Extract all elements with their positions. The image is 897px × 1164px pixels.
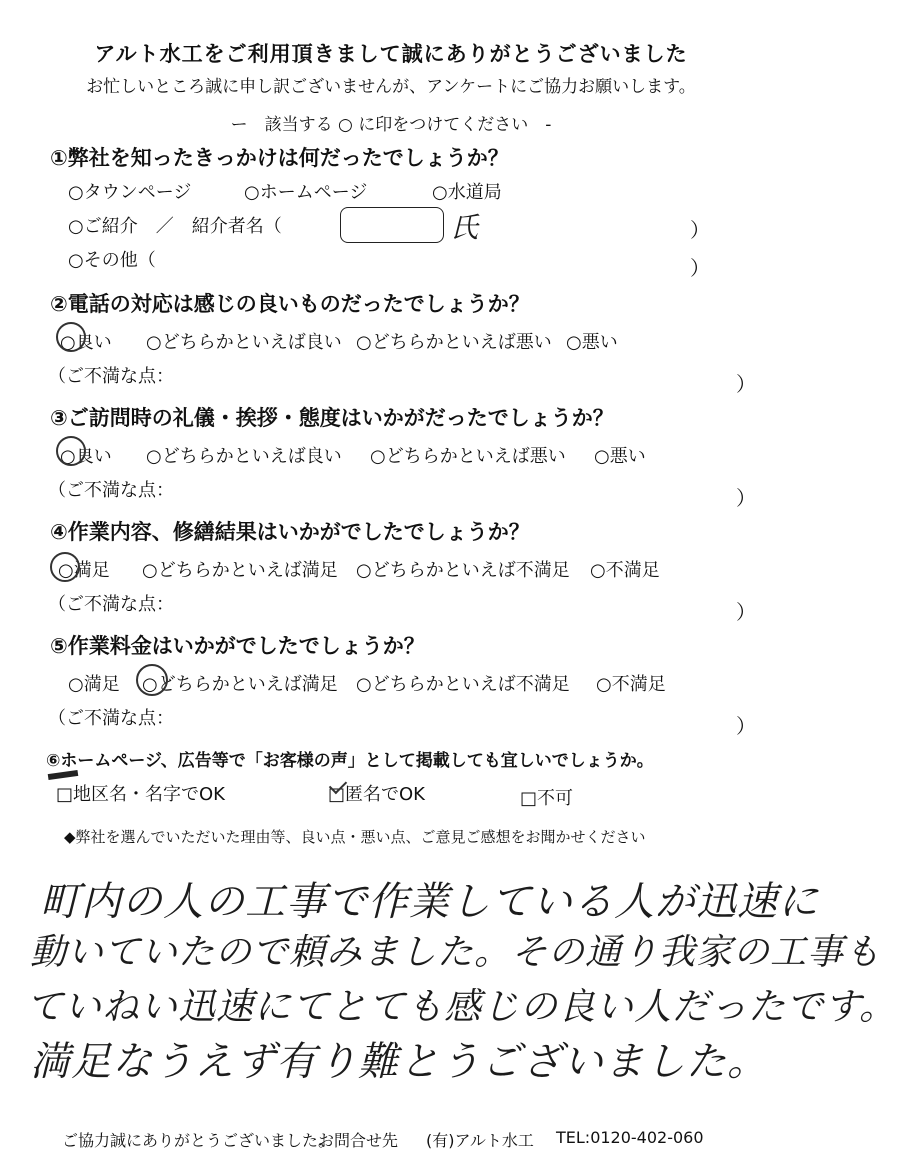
question-2: ②電話の対応は感じの良いものだったでしょうか？: [50, 292, 530, 316]
q3-complaint-close: ）: [736, 486, 756, 510]
q5-option-unsatisfied[interactable]: ○不満足: [596, 674, 666, 695]
q2-complaint-close: ）: [736, 372, 756, 396]
q2-option-rather-good[interactable]: ○どちらかといえば良い: [146, 332, 342, 353]
q5-complaint-close: ）: [736, 714, 756, 738]
q4-option-satisfied[interactable]: ○満足: [58, 560, 110, 581]
q2-complaint-label: （ご不満な点：: [48, 366, 174, 387]
q1-option-townpage[interactable]: ○タウンページ: [68, 182, 192, 203]
q4-selected-circle: [50, 552, 80, 582]
question-3: ③ご訪問時の礼儀・挨拶・態度はいかがだったでしょうか？: [50, 406, 614, 430]
q3-option-good[interactable]: ○良い: [60, 446, 112, 467]
q3-option-rather-good[interactable]: ○どちらかといえば良い: [146, 446, 342, 467]
footer-company: (有)アルト水工: [426, 1131, 534, 1150]
q3-option-bad[interactable]: ○悪い: [594, 446, 646, 467]
q3-option-rather-bad[interactable]: ○どちらかといえば悪い: [370, 446, 566, 467]
q5-option-rather-unsatisfied[interactable]: ○どちらかといえば不満足: [356, 674, 570, 695]
q6-option-name-ok[interactable]: □地区名・名字でOK: [56, 784, 225, 805]
page-subtitle: お忙しいところ誠に申し訳ございませんが、アンケートにご協力お願いします。: [86, 77, 696, 97]
footer-contact-label: お問合せ先: [318, 1131, 399, 1150]
q6-option-anonymous-ok[interactable]: □匿名でOK: [328, 784, 425, 805]
q5-selected-circle: [136, 664, 168, 696]
question-1: ①弊社を知ったきっかけは何だったでしょうか？: [50, 146, 509, 170]
q1-other-close: ）: [690, 256, 710, 280]
q4-option-unsatisfied[interactable]: ○不満足: [590, 560, 660, 581]
page-title: アルト水工をご利用頂きまして誠にありがとうございました: [94, 42, 688, 66]
q6-scribble-mark: [48, 770, 79, 780]
handwritten-line-1: 町内の人の工事で作業している人が迅速に: [40, 879, 819, 925]
question-6: ⑥ホームページ、広告等で「お客様の声」として掲載しても宜しいでしょうか。: [46, 751, 654, 771]
q4-complaint-close: ）: [736, 600, 756, 624]
q3-selected-circle: [56, 436, 86, 466]
q2-option-rather-bad[interactable]: ○どちらかといえば悪い: [356, 332, 552, 353]
q6-option-not-allowed[interactable]: □不可: [520, 788, 574, 809]
q2-selected-circle: [56, 322, 86, 352]
handwritten-line-2: 動いていたので頼みました。その通り我家の工事も: [30, 932, 882, 973]
comments-prompt: ◆弊社を選んでいただいた理由等、良い点・悪い点、ご意見ご感想をお聞かせください: [64, 828, 646, 846]
referral-suffix-handwritten: 氏: [450, 211, 480, 244]
handwritten-line-4: 満足なうえず有り難とうございました。: [30, 1039, 768, 1085]
q4-option-rather-unsatisfied[interactable]: ○どちらかといえば不満足: [356, 560, 570, 581]
q3-complaint-label: （ご不満な点：: [48, 480, 174, 501]
q5-complaint-label: （ご不満な点：: [48, 708, 174, 729]
redacted-name-box: [340, 207, 444, 243]
footer-thanks: ご協力誠にありがとうございました。: [62, 1131, 335, 1150]
q5-option-rather-satisfied[interactable]: ○どちらかといえば満足: [142, 674, 338, 695]
question-4: ④作業内容、修繕結果はいかがでしたでしょうか？: [50, 520, 530, 544]
q4-complaint-label: （ご不満な点：: [48, 594, 174, 615]
footer-tel: TEL:0120-402-060: [556, 1128, 704, 1147]
q1-option-waterworks[interactable]: ○水道局: [432, 182, 502, 203]
q1-referral-close: ）: [690, 218, 710, 242]
handwritten-line-3: ていねい迅速にてとても感じの良い人だったです。: [26, 985, 897, 1028]
q2-option-bad[interactable]: ○悪い: [566, 332, 618, 353]
q5-option-satisfied[interactable]: ○満足: [68, 674, 120, 695]
q2-option-good[interactable]: ○良い: [60, 332, 112, 353]
question-5: ⑤作業料金はいかがでしたでしょうか？: [50, 634, 425, 658]
q1-option-homepage[interactable]: ○ホームページ: [244, 182, 368, 203]
instruction-text: ー 該当する ○ に印をつけてください -: [230, 115, 552, 135]
q1-option-other[interactable]: ○その他（: [68, 250, 156, 271]
q1-option-referral[interactable]: ○ご紹介 ／ 紹介者名（: [68, 216, 282, 237]
q4-option-rather-satisfied[interactable]: ○どちらかといえば満足: [142, 560, 338, 581]
